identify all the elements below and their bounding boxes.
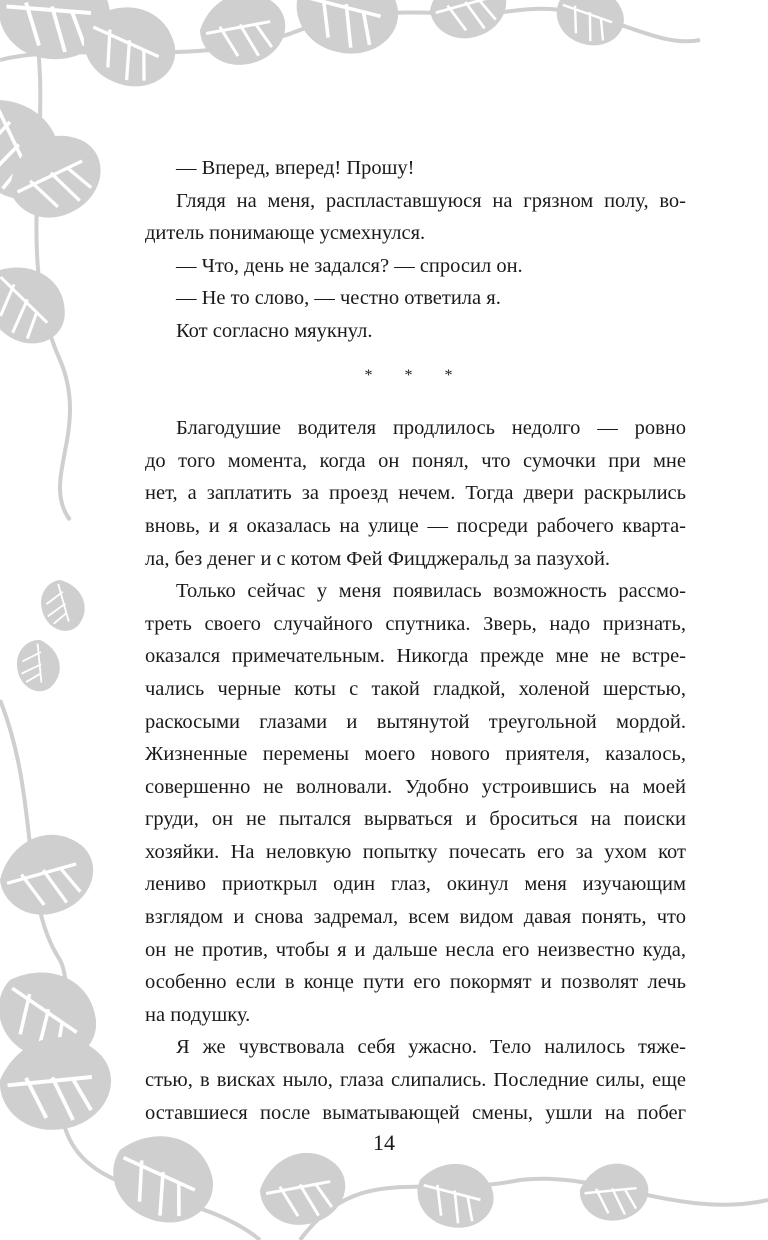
text-line: ла, без денег и с котом Фей Фицджеральд за пазухой. — [145, 547, 611, 570]
text-line: особенно если в конце пути его покормят и позволят лечь — [145, 971, 686, 994]
text-line: чались черные коты с такой гладкой, холеной шерстью, — [145, 677, 686, 700]
text-line: Жизненные перемены моего нового приятеля, казалось, — [145, 743, 686, 766]
page-number: 14 — [373, 1130, 395, 1155]
text-line: хозяйки. На неловкую попытку почесать его за ухом кот — [145, 840, 686, 863]
text-line: Только сейчас у меня появилась возможность рассмо- — [176, 580, 686, 603]
text-line: Кот согласно мяукнул. — [176, 319, 373, 342]
text-line: нет, а заплатить за проезд нечем. Тогда двери раскрылись — [145, 482, 686, 505]
text-line: до того момента, когда он понял, что сумочки при мне — [145, 449, 686, 472]
text-line: — Не то слово, — честно ответила я. — [176, 287, 501, 310]
text-line: он не против, чтобы я и дальше несла его неизвестно куда, — [145, 938, 686, 961]
book-page-body — [145, 152, 686, 1129]
text-line: груди, он не пытался вырваться и броситься на поиски — [145, 808, 686, 831]
section-separator: * * * — [364, 366, 467, 384]
text-line: Глядя на меня, распластавшуюся на грязном полу, во- — [176, 189, 686, 212]
text-line: стью, в висках ныло, глаза слипались. Последние силы, еще — [145, 1069, 686, 1092]
text-line: раскосыми глазами и вытянутой треугольной мордой. — [145, 710, 686, 733]
text-line: оказался примечательным. Никогда прежде мне не встре- — [145, 645, 686, 668]
text-line: на подушку. — [145, 1003, 251, 1026]
text-line: вновь, и я оказалась на улице — посреди рабочего кварта- — [145, 514, 686, 537]
text-line: треть своего случайного спутника. Зверь, надо признать, — [145, 612, 686, 635]
text-line: совершенно не волновали. Удобно устроившись на моей — [145, 775, 686, 798]
text-line: оставшиеся после выматывающей смены, ушли на побег — [145, 1101, 686, 1124]
text-line: Я же чувствовала себя ужасно. Тело налилось тяже- — [176, 1036, 686, 1059]
left-vine-upper — [30, 0, 70, 520]
text-line: лениво приоткрыл один глаз, окинул меня изучающим — [145, 873, 686, 896]
text-line: — Вперед, вперед! Прошу! — [176, 157, 415, 179]
text-line: — Что, день не задался? — спросил он. — [176, 254, 523, 277]
text-line: дитель понимающе усмехнулся. — [145, 222, 426, 245]
bottom-vine — [300, 1179, 768, 1240]
text-line: Благодушие водителя продлилось недолго — ровно — [176, 417, 686, 440]
text-line: взглядом и снова задремал, всем видом давая понять, что — [145, 906, 686, 929]
